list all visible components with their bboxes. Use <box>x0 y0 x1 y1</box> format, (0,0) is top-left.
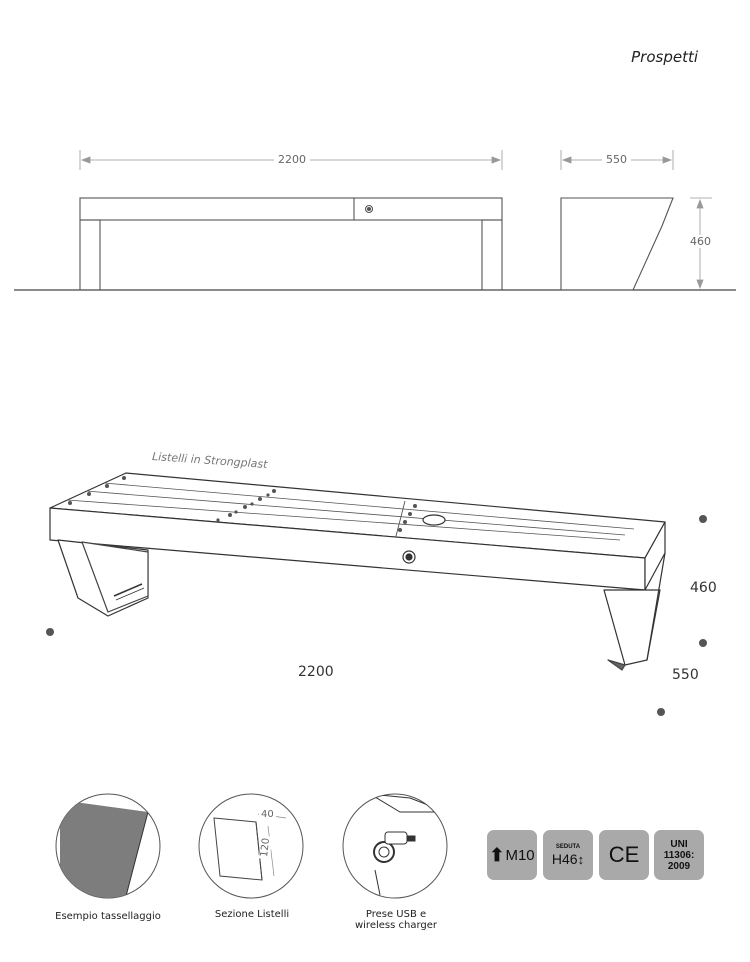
badge-seat-small: SEDUTA <box>555 843 581 850</box>
slat-material-note: Listelli in Strongplast <box>151 449 268 472</box>
caption-slat-section: Sezione Listelli <box>214 909 290 920</box>
slat-height-dim: 120 <box>259 837 273 858</box>
badge-uni-line3: 2009 <box>667 860 691 872</box>
perspective-height-label: 460 <box>690 580 717 596</box>
badge-seat-main: H46 <box>551 850 578 867</box>
height-label: 460 <box>686 235 715 248</box>
page-title: Prospetti <box>631 48 698 66</box>
caption-usb-line2: wireless charger <box>354 920 438 931</box>
front-elevation <box>80 198 502 290</box>
anchor-arrow-icon: ⬆ <box>489 844 505 865</box>
side-elevation <box>561 198 673 290</box>
front-seat-top <box>80 198 502 220</box>
badge-m10 <box>487 830 537 880</box>
height-arrow-icon: ↕ <box>577 851 585 867</box>
badge-ce <box>599 830 649 880</box>
badge-m10-label: M10 <box>505 846 535 864</box>
perspective-bench <box>50 473 665 670</box>
slat-width-dim: 40 <box>261 809 274 820</box>
badge-uni-line1: UNI <box>670 838 688 850</box>
caption-usb-line1: Prese USB e <box>365 909 427 920</box>
front-width-label: 2200 <box>274 153 310 166</box>
detail-anchoring <box>56 794 160 900</box>
caption-anchoring: Esempio tassellaggio <box>55 911 161 922</box>
badge-uni <box>654 830 704 880</box>
badge-seat-main-wrap <box>552 851 584 867</box>
badge-uni-line2: 11306: <box>663 849 695 861</box>
side-depth-label: 550 <box>602 153 631 166</box>
detail-usb-wireless <box>343 794 447 898</box>
detail-slat-section <box>199 794 303 898</box>
perspective-width-label: 2200 <box>298 664 334 680</box>
front-leg-left <box>80 220 100 290</box>
badge-ce-label: CE <box>608 842 640 867</box>
badge-seat-height <box>543 830 593 880</box>
caption-usb <box>340 909 452 931</box>
front-leg-right <box>482 220 502 290</box>
perspective-depth-label: 550 <box>672 667 699 683</box>
